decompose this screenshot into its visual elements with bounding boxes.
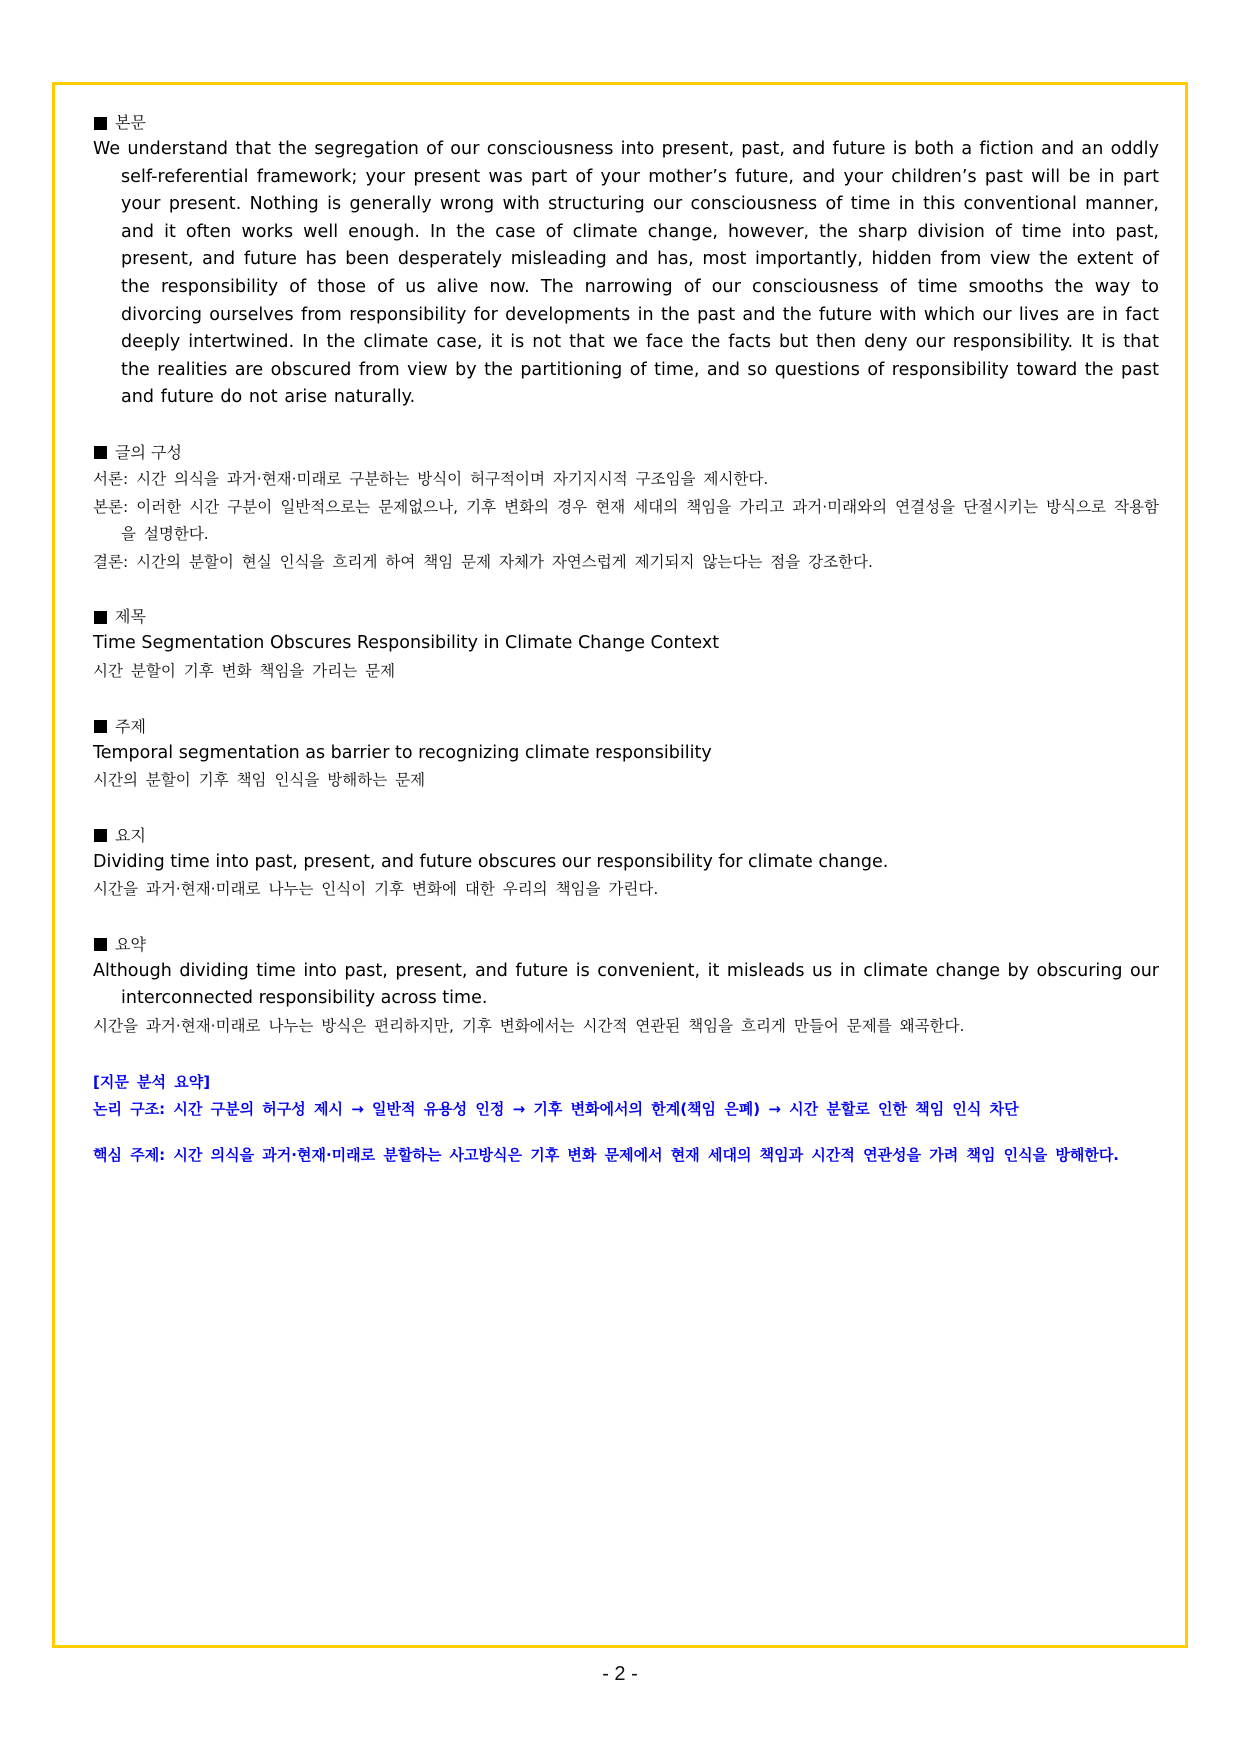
section-heading-label: 요약 — [115, 934, 146, 954]
spacer — [93, 1124, 1159, 1142]
black-square-bullet-icon — [94, 720, 107, 733]
section-structure — [93, 440, 1159, 576]
section-heading — [93, 932, 1159, 958]
structure-body: 본론: 이러한 시간 구분이 일반적으로는 문제없으나, 기후 변화의 경우 현재 세대의 책임을 가리고 과거·미래와의 연결성을 단절시키는 방식으로 작용함을 설명한다. — [93, 497, 1159, 544]
summary-english: Although dividing time into past, present, and future is convenient, it misleads us in climate change by obscuring our interconnected responsibility across time. — [93, 960, 1159, 1009]
structure-introduction: 서론: 시간 의식을 과거·현재·미래로 구분하는 방식이 허구적이며 자기지시적 구조임을 제시한다. — [93, 469, 769, 488]
document-content — [93, 110, 1159, 1197]
black-square-bullet-icon — [94, 938, 107, 951]
black-square-bullet-icon — [94, 446, 107, 459]
section-gist — [93, 823, 1159, 904]
section-heading-label: 제목 — [115, 607, 146, 627]
section-heading — [93, 714, 1159, 740]
title-english: Time Segmentation Obscures Responsibility in Climate Change Context — [93, 633, 720, 654]
topic-korean: 시간의 분할이 기후 책임 인식을 방해하는 문제 — [93, 771, 426, 790]
section-heading-label: 본문 — [115, 113, 146, 132]
section-heading-label: 글의 구성 — [115, 442, 182, 462]
analysis-logic-structure: 논리 구조: 시간 구분의 허구성 제시 → 일반적 유용성 인정 → 기후 변화에서의 한계(책임 은폐) → 시간 분할로 인한 책임 인식 차단 — [93, 1100, 1019, 1119]
section-heading-label: 요지 — [115, 825, 146, 845]
black-square-bullet-icon — [94, 829, 107, 842]
analysis-label: [지문 분석 요약] — [93, 1072, 211, 1091]
gist-korean: 시간을 과거·현재·미래로 나누는 인식이 기후 변화에 대한 우리의 책임을 가린다. — [93, 880, 659, 899]
section-summary — [93, 932, 1159, 1041]
analysis-core-theme: 핵심 주제: 시간 의식을 과거·현재·미래로 분할하는 사고방식은 기후 변화 문제에서 현재 세대의 책임과 시간적 연관성을 가려 책임 인식을 방해한다. — [93, 1145, 1120, 1164]
black-square-bullet-icon — [94, 611, 107, 624]
summary-korean: 시간을 과거·현재·미래로 나누는 방식은 편리하지만, 기후 변화에서는 시간적 연관된 책임을 흐리게 만들어 문제를 왜곡한다. — [93, 1017, 965, 1036]
section-title — [93, 604, 1159, 685]
section-topic — [93, 714, 1159, 795]
passage-text: We understand that the segregation of our consciousness into present, past, and future is both a fiction and an oddly self-referential framework; your present was part of your mother’s future, and your children’s past will be in part your present. Nothing is generally wrong with structuring our consciousness of time in this conventional manner, and it often works well enough. In the case of climate change, however, the sharp division of time into past, present, and future has been desperately misleading and has, most importantly, hidden from view the extent of the responsibility of those of us alive now. The narrowing of our consciousness of time smooths the way to divorcing ourselves from responsibility for developments in the past and the future with which our lives are in fact deeply intertwined. In the climate case, it is not that we face the facts but then deny our responsibility. It is that the realities are obscured from view by the partitioning of time, and so questions of responsibility toward the past and future do not arise naturally. — [93, 139, 1159, 408]
section-body — [93, 110, 1159, 412]
page-number: - 2 - — [602, 1663, 638, 1685]
gist-english: Dividing time into past, present, and future obscures our responsibility for climate change. — [93, 851, 889, 872]
section-heading — [93, 604, 1159, 630]
structure-conclusion: 결론: 시간의 분할이 현실 인식을 흐리게 하여 책임 문제 자체가 자연스럽게 제기되지 않는다는 점을 강조한다. — [93, 552, 873, 571]
section-heading — [93, 110, 1159, 136]
section-heading — [93, 823, 1159, 849]
topic-english: Temporal segmentation as barrier to recognizing climate responsibility — [93, 742, 712, 763]
title-korean: 시간 분할이 기후 변화 책임을 가리는 문제 — [93, 661, 396, 680]
section-heading — [93, 440, 1159, 466]
section-analysis — [93, 1069, 1159, 1170]
black-square-bullet-icon — [94, 117, 107, 130]
section-heading-label: 주제 — [115, 716, 146, 736]
